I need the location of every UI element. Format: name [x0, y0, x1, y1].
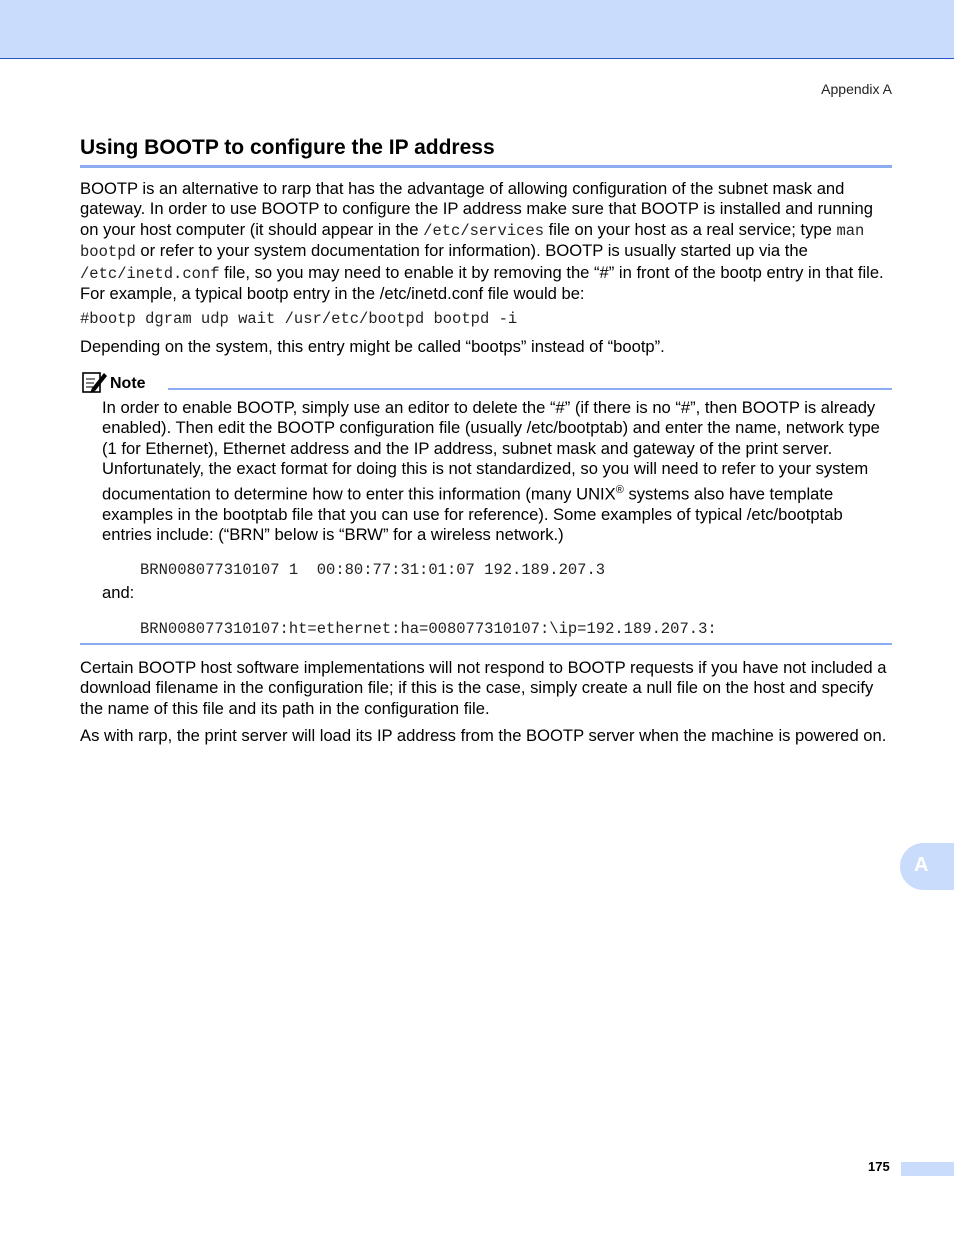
code-inetd-conf: /etc/inetd.conf: [80, 264, 220, 283]
note-label: Note: [110, 375, 146, 392]
code-bootp-entry: #bootp dgram udp wait /usr/etc/bootpd bootpd -i: [80, 310, 518, 328]
intro-text-1: BOOTP is an alternative to rarp that has the advantage of allowing configuration of the subnet mask and gateway. In order to use BOOTP to configure the IP address make sure that BOOTP is installed and running on your host computer (it should appear in the: [80, 179, 873, 239]
paragraph-download-filename: Certain BOOTP host software implementations will not respond to BOOTP requests if you have not included a download filename in the configuration file; if this is the case, simply create a null file on the host and specify the name of this file and its path in the configuration file.: [80, 658, 887, 718]
intro-text-2: file on your host as a real service; type: [544, 219, 837, 239]
note-divider: [168, 388, 892, 390]
header-band: [0, 0, 954, 59]
paragraph-intro: [80, 179, 892, 304]
paragraph-bootps: Depending on the system, this entry might be called “bootps” instead of “bootp”.: [80, 337, 665, 356]
note-text-1: In order to enable BOOTP, simply use an editor to delete the “#” (if there is no “#”, then BOOTP is already enabled). Then edit the BOOTP configuration file (usually /etc/bootptab) and enter the name, network type (1 for Ethernet), Ethernet address and the IP address, subnet mask and gateway of the print server. Unfortunately, the exact format for doing this is not standardized, so you will need to refer to your system documentation to determine how to enter this information (many UNIX: [102, 398, 880, 504]
note-and: and:: [102, 583, 135, 602]
intro-text-4: file, so you may need to enable it by removing the “#” in front of the bootp entry in that file. For example, a typical bootp entry in the /etc/inetd.conf file would be:: [80, 262, 884, 304]
code-bootptab-example-1: BRN008077310107 1 00:80:77:31:01:07 192.189.207.3: [140, 561, 606, 579]
registered-mark: ®: [615, 483, 624, 496]
running-head: Appendix A: [821, 81, 892, 97]
intro-text-3: or refer to your system documentation for information). BOOTP is usually started up via the: [135, 241, 808, 261]
page-number-bar: [901, 1162, 954, 1176]
page-number: 175: [868, 1159, 890, 1174]
code-etc-services: /etc/services: [423, 221, 545, 240]
note-header: [80, 370, 892, 392]
note-text: [102, 398, 892, 545]
note-bottom-divider: [80, 643, 892, 645]
code-man-bootpd: man bootpd: [80, 221, 865, 262]
appendix-side-tab: [900, 843, 954, 890]
appendix-tab-letter: A: [914, 854, 929, 876]
paragraph-rarp: As with rarp, the print server will load its IP address from the BOOTP server when the machine is powered on.: [80, 726, 887, 745]
note-text-2: systems also have template examples in the bootptab file that you can use for reference). Some examples of typical /etc/bootptab entries include: (“BRN” below is “BRW” for a wireless network.): [102, 484, 843, 544]
note-pencil-icon: [82, 370, 108, 394]
section-title: Using BOOTP to configure the IP address: [80, 136, 892, 168]
code-bootptab-example-2: BRN008077310107:ht=ethernet:ha=008077310107:\ip=192.189.207.3:: [140, 620, 717, 638]
